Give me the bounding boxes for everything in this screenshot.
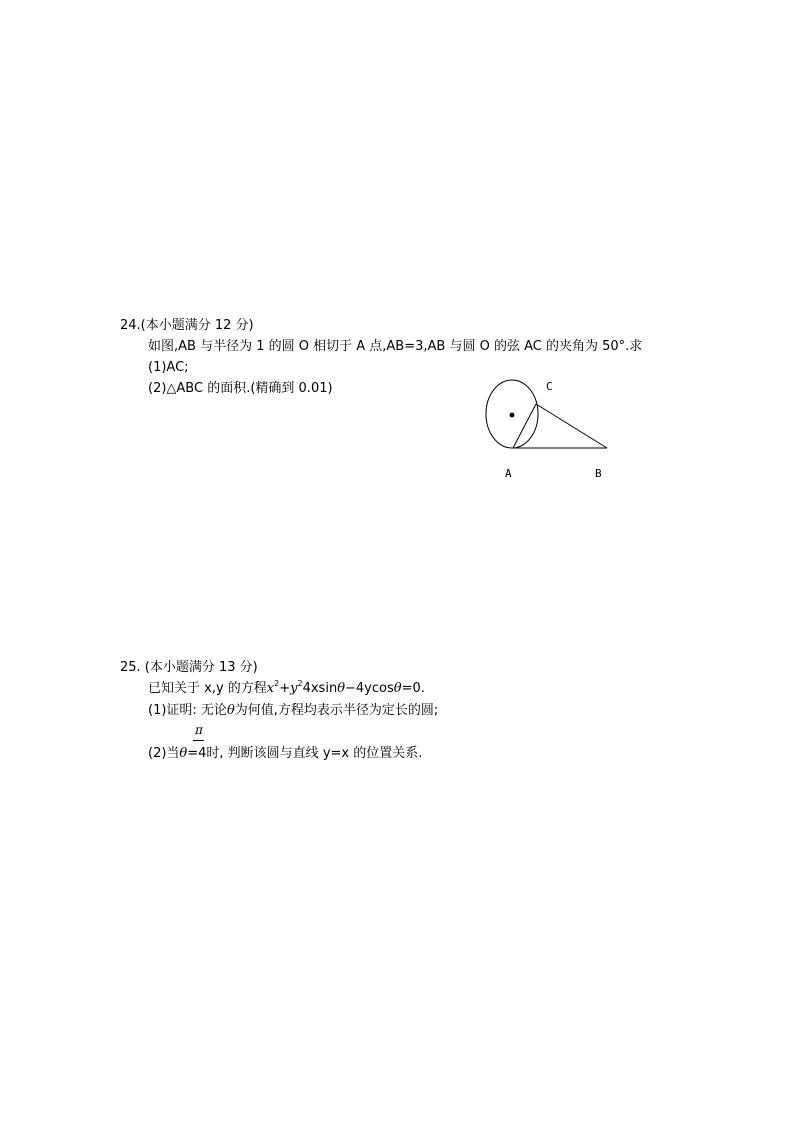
eq-equals-4: =4 <box>187 746 207 761</box>
q25-part2-prefix: (2)当 <box>148 746 180 761</box>
theta-3: θ <box>226 703 235 718</box>
q25-part1-prefix: (1)证明: 无论 <box>148 703 227 718</box>
theta-4: θ <box>179 746 188 761</box>
q25-header: 25. (本小题满分 13 分) <box>120 660 258 675</box>
chord-ac <box>513 404 536 448</box>
label-a: A <box>505 467 512 480</box>
q25-part1-suffix: 为何值,方程均表示半径为定长的圆; <box>234 703 439 718</box>
eq-rest-1: 4xsin <box>302 681 338 696</box>
q24-stem: 如图,AB 与半径为 1 的圆 O 相切于 A 点,AB=3,AB 与圆 O 的弦 AC 的夹角为 50°.求 <box>148 339 643 354</box>
q25-part2-suffix: 时, 判断该圆与直线 y=x 的位置关系. <box>206 746 423 761</box>
theta-2: θ <box>393 681 402 696</box>
q24-part2: (2)△ABC 的面积.(精确到 0.01) <box>148 381 333 396</box>
q25-part1 <box>148 704 438 717</box>
eq-rest-2: −4ycos <box>345 681 394 696</box>
center-point-o <box>510 413 515 418</box>
q24-figure <box>478 373 618 483</box>
eq-exponent-1: 2 <box>274 679 280 688</box>
eq-rest-3: =0. <box>401 681 425 696</box>
q25-stem <box>148 679 425 696</box>
fraction-bar <box>193 740 204 741</box>
theta-1: θ <box>337 681 346 696</box>
q25-part2 <box>148 747 422 760</box>
label-c: C <box>546 380 553 393</box>
eq-exponent-2: 2 <box>297 679 303 688</box>
q24-header: 24.(本小题满分 12 分) <box>120 318 254 333</box>
q24-part1: (1)AC; <box>148 360 189 375</box>
eq-y: y <box>290 681 298 696</box>
label-b: B <box>595 467 602 480</box>
eq-plus: + <box>279 681 291 696</box>
segment-cb <box>536 404 607 448</box>
q25-stem-prefix: 已知关于 x,y 的方程 <box>148 681 267 696</box>
eq-x: x <box>266 681 275 696</box>
pi-numerator: π <box>195 723 203 737</box>
